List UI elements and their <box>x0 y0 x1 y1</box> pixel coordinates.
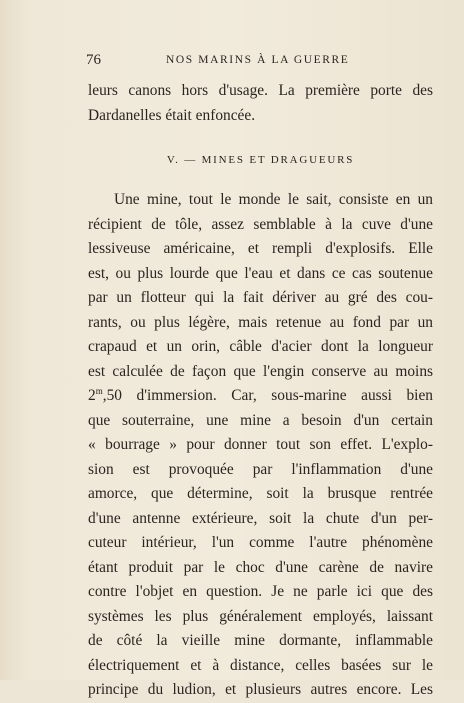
measure-rest: ,50 d'immersion. Car, sous-marine aussi bien <box>102 387 433 404</box>
text-line: principe du ludion, et plusieurs autres encore. Les <box>88 681 433 698</box>
text-line: électriquement et à distance, celles basées sur le <box>88 656 433 674</box>
text-line: lessiveuse américaine, et rempli d'explosifs. Elle <box>88 240 433 257</box>
text-line: est, ou plus lourde que l'eau et dans ce cas soutenue <box>88 264 433 282</box>
text-line: systèmes les plus généralement employés, laissant <box>88 607 433 625</box>
running-title: NOS MARINS À LA GUERRE <box>166 54 350 66</box>
text-line: d'une antenne extérieure, soit la chute d'un per- <box>88 509 433 527</box>
text-line: est calculée de façon que l'engin conserve au moins <box>88 362 433 380</box>
measure-number: 2 <box>88 387 96 404</box>
text-line: amorce, que détermine, soit la brusque rentrée <box>88 485 433 502</box>
section-heading: V. — MINES ET DRAGUEURS <box>166 154 355 166</box>
text-line: étant produit par le choc d'une carène de navire <box>88 558 433 576</box>
text-line: Dardanelles était enfoncée. <box>88 106 256 124</box>
text-line: par un flotteur qui la fait dériver au gré des cou- <box>88 289 433 306</box>
text-line: que souterraine, une mine a besoin d'un certain <box>88 411 433 429</box>
text-line: « bourrage » pour donner tout son effet. L'explo- <box>88 436 433 453</box>
main-paragraph <box>88 188 433 703</box>
text-line: Une mine, tout le monde le sait, consiste en un <box>114 191 433 208</box>
top-paragraph <box>88 79 433 128</box>
text-line: de côté la vieille mine dormante, inflammable <box>88 632 433 649</box>
page-number: 76 <box>86 52 101 68</box>
text-line: leurs canons hors d'usage. La première porte des <box>88 82 433 99</box>
text-line-measure <box>88 384 433 409</box>
text-line: sion est provoquée par l'inflammation d'une <box>88 460 433 478</box>
text-line: crapaud et un orin, câble d'acier dont la longueur <box>88 338 433 355</box>
measure-unit-superscript: m <box>95 386 103 396</box>
text-line: cuteur intérieur, l'un comme l'autre phénomène <box>88 534 433 551</box>
text-line: récipient de tôle, assez semblable à la cuve d'une <box>88 215 433 233</box>
text-line: rants, ou plus légère, mais retenue au fond par un <box>88 313 433 331</box>
text-line: contre l'objet en question. Je ne parle ici que des <box>88 583 433 600</box>
running-head <box>86 54 431 74</box>
